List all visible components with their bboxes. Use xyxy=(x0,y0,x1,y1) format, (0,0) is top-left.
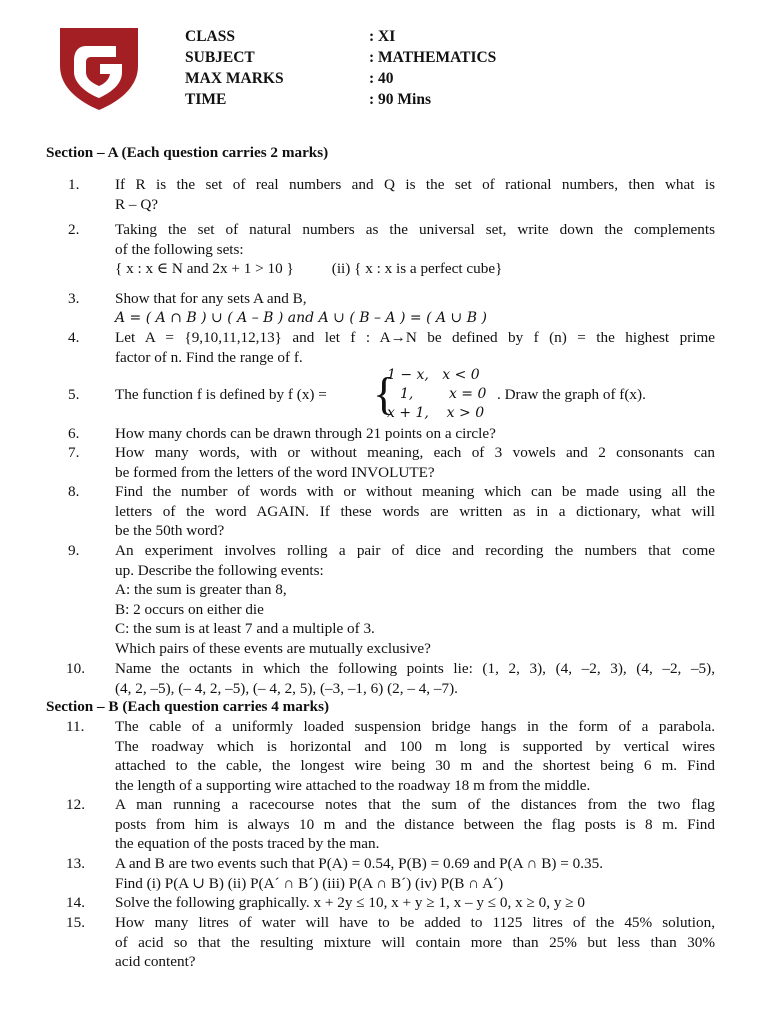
question-line: { x : x ∈ N and 2x + 1 > 10 } (ii) { x : x is a perfect cube} xyxy=(115,260,503,278)
question-number: 8. xyxy=(68,483,80,500)
question-text xyxy=(115,854,715,893)
piecewise-brace: { xyxy=(373,368,396,419)
question-line: The function f is defined by f (x) = xyxy=(115,386,327,403)
question-number: 3. xyxy=(68,290,80,307)
question-text xyxy=(115,175,715,214)
question-number: 1. xyxy=(68,176,80,193)
question-line: acid content? xyxy=(115,953,196,971)
question-line: The roadway which is horizontal and 100 m long is supported by vertical wires xyxy=(115,737,715,755)
question-line: Taking the set of natural numbers as the universal set, write down the complements xyxy=(115,221,715,238)
question-text xyxy=(115,893,715,913)
piecewise-case: 1 − x, x < 0 xyxy=(387,367,480,383)
meta-key: TIME xyxy=(185,91,227,108)
question-line: (4, 2, –5), (– 4, 2, –5), (– 4, 2, 5), (–3, –1, 6) (2, – 4, –7). xyxy=(115,679,458,697)
question-number: 5. xyxy=(68,386,80,403)
question-line: of acid so that the resulting mixture will contain more than 25% but less than 30% xyxy=(115,933,715,951)
question-number: 4. xyxy=(68,329,80,346)
question-line: If R is the set of real numbers and Q is the set of rational numbers, then what is xyxy=(115,176,715,193)
question-text xyxy=(115,913,715,972)
exam-details xyxy=(185,26,496,110)
question-text xyxy=(115,443,715,482)
piecewise-case: 1, x = 0 xyxy=(400,386,487,402)
question-text xyxy=(115,366,715,424)
meta-key: MAX MARKS xyxy=(185,70,284,87)
meta-key: SUBJECT xyxy=(185,49,255,66)
question-number: 14. xyxy=(66,894,85,911)
question-line: Let A = {9,10,11,12,13} and let f : A→N be defined by f (n) = the highest prime xyxy=(115,329,715,346)
question-number: 6. xyxy=(68,425,80,442)
meta-value: : 40 xyxy=(369,70,394,87)
question-number: 10. xyxy=(66,660,85,677)
question-line: Solve the following graphically. x + 2y ≤ 10, x + y ≥ 1, x – y ≤ 0, x ≥ 0, y ≥ 0 xyxy=(115,894,585,911)
meta-value: : 90 Mins xyxy=(369,91,431,108)
piecewise-case: x + 1, x > 0 xyxy=(387,405,485,421)
question-line: of the following sets: xyxy=(115,240,244,258)
question-line: up. Describe the following events: xyxy=(115,561,324,579)
meta-value: : XI xyxy=(369,28,396,45)
question-line: A = ( A ∩ B ) ∪ ( A – B ) and A ∪ ( B – A ) = ( A ∪ B ) xyxy=(115,309,487,326)
meta-row-class xyxy=(185,26,496,47)
question-line: An experiment involves rolling a pair of dice and recording the numbers that come xyxy=(115,542,715,559)
question-line: be formed from the letters of the word INVOLUTE? xyxy=(115,463,435,481)
section-b-heading: Section – B (Each question carries 4 marks) xyxy=(46,698,330,715)
question-text xyxy=(115,795,715,854)
question-text xyxy=(115,328,715,367)
meta-value: : MATHEMATICS xyxy=(369,49,497,66)
question-number: 12. xyxy=(66,796,85,813)
question-line: posts from him is always 10 m and the distance between the flag posts is 8 m. Find xyxy=(115,815,715,833)
meta-row-max-marks xyxy=(185,68,496,89)
question-line: R – Q? xyxy=(115,195,159,213)
section-a-heading: Section – A (Each question carries 2 marks) xyxy=(46,144,329,161)
question-line: be the 50th word? xyxy=(115,522,225,540)
question-number: 11. xyxy=(66,718,85,735)
question-line: How many chords can be drawn through 21 points on a circle? xyxy=(115,425,496,442)
school-logo-icon xyxy=(56,22,142,112)
question-line: How many litres of water will have to be added to 1125 litres of the 45% solution, xyxy=(115,914,715,931)
question-line: Which pairs of these events are mutually exclusive? xyxy=(115,639,431,657)
question-line: The cable of a uniformly loaded suspension bridge hangs in the form of a parabola. xyxy=(115,718,715,735)
question-line: Name the octants in which the following points lie: (1, 2, 3), (4, –2, 3), (4, –2, –5), xyxy=(115,660,715,677)
question-line: the length of a supporting wire attached to the roadway 18 m from the middle. xyxy=(115,776,591,794)
question-line: Find the number of words with or without meaning which can be made using all the xyxy=(115,483,715,500)
question-text xyxy=(115,289,715,328)
question-line: A and B are two events such that P(A) = 0.54, P(B) = 0.69 and P(A ∩ B) = 0.35. xyxy=(115,855,604,872)
question-text xyxy=(115,717,715,795)
question-number: 9. xyxy=(68,542,80,559)
question-line: . Draw the graph of f(x). xyxy=(497,386,646,403)
question-line: How many words, with or without meaning, each of 3 vowels and 2 consonants can xyxy=(115,444,715,461)
question-line: B: 2 occurs on either die xyxy=(115,600,264,618)
question-line: Find (i) P(A ∪ B) (ii) P(A´ ∩ B´) (iii) P(A ∩ B´) (iv) P(B ∩ A´) xyxy=(115,874,504,892)
question-line: factor of n. Find the range of f. xyxy=(115,348,303,366)
question-number: 2. xyxy=(68,221,80,238)
question-text xyxy=(115,541,715,659)
question-line: A: the sum is greater than 8, xyxy=(115,581,287,599)
meta-row-subject xyxy=(185,47,496,68)
question-text xyxy=(115,659,715,698)
question-line: the equation of the posts traced by the man. xyxy=(115,835,380,853)
question-5 xyxy=(0,366,768,424)
question-text xyxy=(115,424,715,444)
question-line: letters of the word AGAIN. If these words are written as in a dictionary, what will xyxy=(115,502,715,520)
question-number: 13. xyxy=(66,855,85,872)
meta-key: CLASS xyxy=(185,28,235,45)
question-number: 15. xyxy=(66,914,85,931)
question-line: Show that for any sets A and B, xyxy=(115,290,307,307)
question-text xyxy=(115,482,715,541)
question-text xyxy=(115,220,715,279)
question-line: A man running a racecourse notes that the sum of the distances from the two flag xyxy=(115,796,715,813)
question-line: attached to the cable, the longest wire being 30 m and the shortest being 6 m. Find xyxy=(115,757,715,775)
question-line: C: the sum is at least 7 and a multiple of 3. xyxy=(115,620,375,638)
meta-row-time xyxy=(185,89,496,110)
question-number: 7. xyxy=(68,444,80,461)
